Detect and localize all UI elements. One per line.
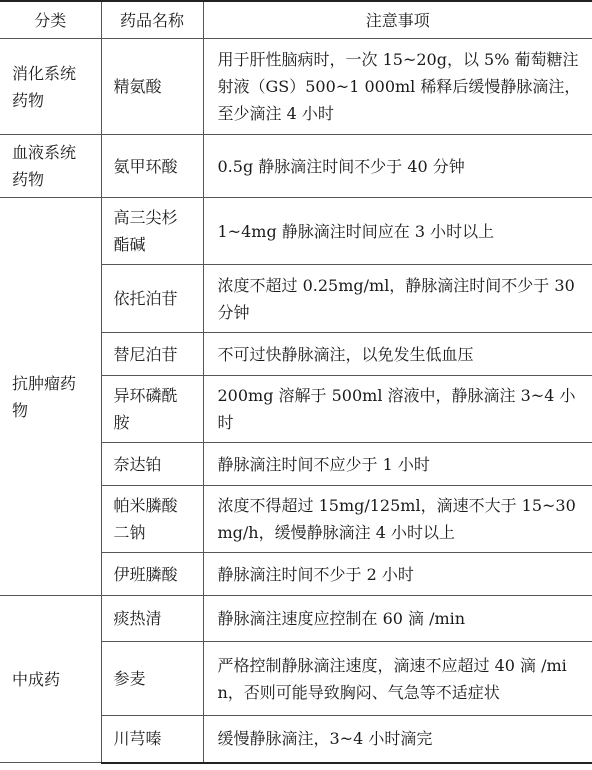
note-cell: 浓度不得超过 15mg/125ml，滴速不大于 15~30mg/h，缓慢静脉滴注 4 小时以上 (203, 486, 592, 553)
category-cell: 消化系统药物 (0, 39, 101, 135)
note-cell: 用于肝性脑病时，一次 15~20g，以 5% 葡萄糖注射液（GS）500~1 000ml 稀释后缓慢静脉滴注，至少滴注 4 小时 (203, 39, 592, 135)
drug-name-cell: 替尼泊苷 (101, 333, 203, 376)
category-cell: 血液系统药物 (0, 135, 101, 198)
drug-name-cell: 异环磷酰胺 (101, 376, 203, 443)
table-row (0, 39, 592, 135)
table-row (0, 596, 592, 642)
drug-name-cell: 参麦 (101, 642, 203, 716)
note-cell: 0.5g 静脉滴注时间不少于 40 分钟 (203, 135, 592, 198)
note-cell: 静脉滴注时间不少于 2 小时 (203, 553, 592, 596)
note-cell: 200mg 溶解于 500ml 溶液中，静脉滴注 3~4 小时 (203, 376, 592, 443)
drug-name-cell: 痰热清 (101, 596, 203, 642)
drug-name-cell: 帕米膦酸二钠 (101, 486, 203, 553)
table-body (0, 1, 592, 763)
note-cell: 浓度不超过 0.25mg/ml，静脉滴注时间不少于 30 分钟 (203, 265, 592, 333)
drug-name-cell: 氨甲环酸 (101, 135, 203, 198)
header-row (0, 1, 592, 39)
category-cell: 抗肿瘤药物 (0, 198, 101, 596)
drug-name-cell: 奈达铂 (101, 443, 203, 486)
note-cell: 缓慢静脉滴注，3~4 小时滴完 (203, 716, 592, 763)
note-cell: 静脉滴注时间不应少于 1 小时 (203, 443, 592, 486)
note-cell: 1~4mg 静脉滴注时间应在 3 小时以上 (203, 198, 592, 265)
header-notes: 注意事项 (203, 1, 592, 39)
note-cell: 严格控制静脉滴注速度，滴速不应超过 40 滴 /min，否则可能导致胸闷、气急等不适症状 (203, 642, 592, 716)
table-row (0, 198, 592, 265)
category-cell: 中成药 (0, 596, 101, 763)
drug-name-cell: 伊班膦酸 (101, 553, 203, 596)
note-cell: 不可过快静脉滴注，以免发生低血压 (203, 333, 592, 376)
table-row (0, 135, 592, 198)
drug-name-cell: 川芎嗪 (101, 716, 203, 763)
header-drug-name: 药品名称 (101, 1, 203, 39)
drug-name-cell: 精氨酸 (101, 39, 203, 135)
drug-name-cell: 高三尖杉酯碱 (101, 198, 203, 265)
drug-name-cell: 依托泊苷 (101, 265, 203, 333)
header-category: 分类 (0, 1, 101, 39)
note-cell: 静脉滴注速度应控制在 60 滴 /min (203, 596, 592, 642)
